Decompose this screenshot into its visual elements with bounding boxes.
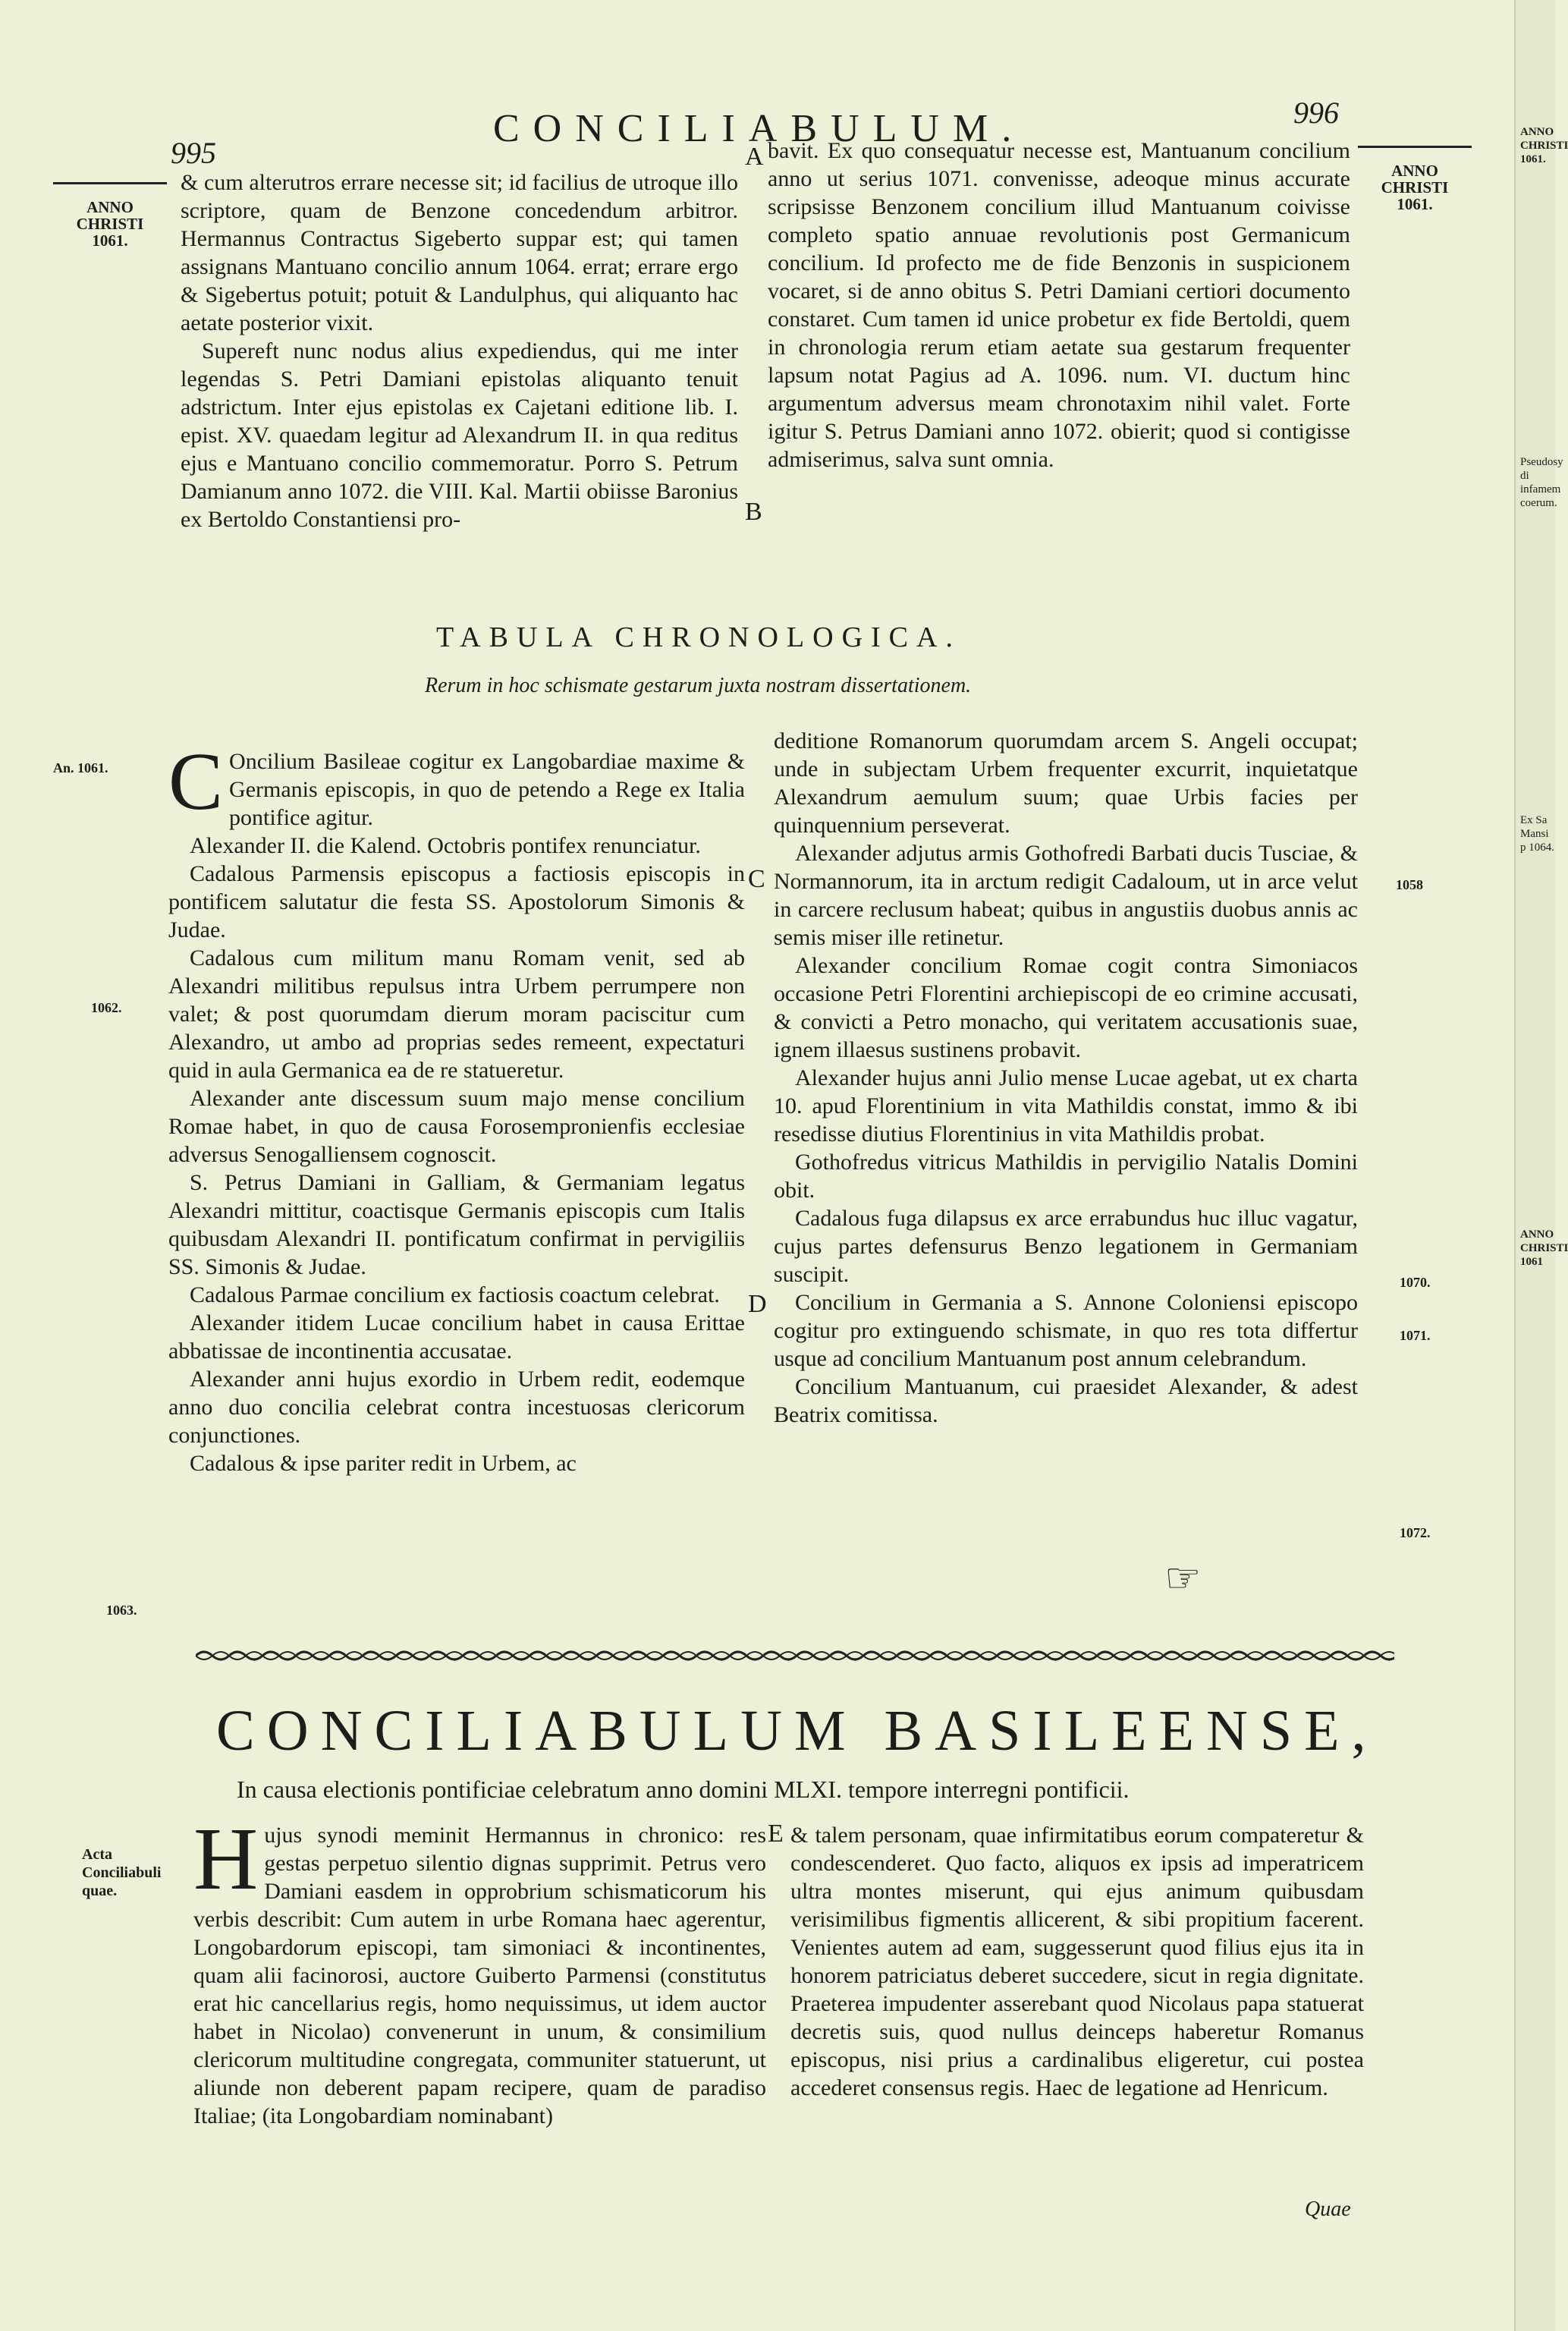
page-number-left: 995 — [171, 136, 216, 170]
tabula-entry: Alexander anni hujus exordio in Urbem redit, eodemque anno duo concilia celebrat contra incestuosas clericorum conjunctiones. — [168, 1367, 745, 1448]
ornamental-band — [196, 1647, 1394, 1663]
margin-letter-e: E — [768, 1820, 784, 1848]
margin-rule-left — [53, 182, 167, 184]
catchword: Quae — [1305, 2197, 1351, 2221]
margin-note-acta: Acta Conciliabuli quae. — [82, 1846, 162, 1899]
margin-letter-c: C — [748, 865, 765, 893]
date-1063: 1063. — [106, 1603, 137, 1618]
tabula-entry: Concilium in Germania a S. Annone Coloniensi episcopo cogitur pro extinguendo schismate, in quo res tota differtur usque ad concilium Mantuanum post annum celebrandum. — [774, 1290, 1358, 1371]
tabula-entry: Alexander adjutus armis Gothofredi Barbati ducis Tusciae, & Normannorum, ita in arctum redigit Cadaloum, ut in arce velut in carcere reclusum habeat; quibus in angustiis duobus annis ac semis miser ille retinetur. — [774, 841, 1358, 950]
section-left-text: ujus synodi meminit Hermannus in chronico: res gestas perpetuo silentio dignas supprimit. Petrus vero Damiani easdem in opprobrium schismaticorum his verbis describit: Cum autem in urbe Romana haec agerentur, Longobardorum episcopi, tam simoniaci & incontinentes, quam alii facinorosi, auctore Guiberto Parmensi (constitutus erat hic cancellarius regis, homo nequissimus, ut idem auctor habet in Nicolao) convenerunt in unum, & consimilium clericorum multitudine congregata, communiter statuerunt, ut aliunde non deberent papam recipere, quam de paradiso Italiae; (ita Longobardiam nominabant) — [193, 1823, 766, 2128]
tabula-entry: Cadalous Parmensis episcopus a factiosis episcopis in pontificem salutatur die festa SS. Apostolorum Simonis & Judae. — [168, 861, 745, 942]
anno-christi-left: ANNO CHRISTI 1061. — [76, 198, 144, 250]
section-right-text: & talem personam, quae infirmitatibus eorum compateretur & condescenderet. Quo facto, aliquos ex ipsis ad imperatricem ultra montes miserunt, qui ejus animum quibusdam verisimilibus figmentis allicerent, & sibi propitium facerent. Venientes autem ad eam, suggesserunt quod filius ejus ita in honorem patriciatus deberet succedere, sicut in regia dignitate. Praeterea impudenter asserebant quod Nicolaus papa statuerat decretis suis, quod nullus deinceps haberetur Romanus episcopus, nisi prius a cardinalibus eligeretur, cui postea accederet consensus regis. Haec de legatione ad Henricum. — [790, 1823, 1364, 2100]
tabula-entry: Cadalous cum militum manu Romam venit, sed ab Alexandri militibus repulsus intra Urbem perrumpere non valet; & post quorumdam dierum moram paciscitur cum Alexandro, ut ambo ad proprias sedes remeent, expectaturi quid in aula Germanica ea de re statueretur. — [168, 945, 745, 1083]
pointing-hand-icon: ☞ — [1164, 1554, 1202, 1602]
tabula-entry: Cadalous Parmae concilium ex factiosis coactum celebrat. — [190, 1282, 720, 1307]
tabula-entry: Alexander hujus anni Julio mense Lucae agebat, ut ex charta 10. apud Florentinium in vita Mathildis constat, immo & ibi resedisse diutius Florentinius in vita Mathildis probat. — [774, 1065, 1358, 1147]
edge-note: Pseudosy di infamem coerum. — [1520, 456, 1563, 509]
tabula-entry: Concilium Mantuanum, cui praesidet Alexander, & adest Beatrix comitissa. — [774, 1374, 1358, 1427]
top-left-paragraph: Supereft nunc nodus alius expediendus, qui me inter legendas S. Petri Damiani epistolas aliquanto tenuit adstrictum. Inter ejus epistolas ex Cajetani editione lib. I. epist. XV. quaedam legitur ad Alexandrum II. in qua reditus ejus e Mantuano concilio commemoratur. Porro S. Petrum Damianum anno 1072. die VIII. Kal. Martii obiisse Baronius ex Bertoldo Constantiensi pro- — [181, 338, 738, 532]
section-left-column — [193, 1809, 766, 2130]
margin-letter-d: D — [748, 1290, 767, 1318]
tabula-title: TABULA CHRONOLOGICA. — [436, 621, 961, 653]
edge-note: ANNO CHRISTI 1061 — [1520, 1228, 1568, 1268]
edge-note: Ex Sa Mansi p 1064. — [1520, 814, 1554, 854]
section-subtitle: In causa electionis pontificiae celebratum anno domini MLXI. tempore interregni pontificii. — [237, 1776, 1130, 1803]
date-1061: An. 1061. — [53, 760, 108, 775]
top-right-paragraph: bavit. Ex quo consequatur necesse est, Mantuanum concilium anno ut serius 1071. convenisse, adeoque minus accurate scripsisse Benzonem concilium illud Mantuanum coivisse completo spatio annuae revolutionis post Germanicum concilium. Id profecto me de fide Benzonis in suspicionem vocaret, si de anno obitus S. Petri Damiani certiori documento constaret. Cum tamen id unice probetur ex fide Bertoldi, quem in chronologia rerum etiam aetate sua gestarum frequenter lapsum notat Pagius ad A. 1096. num. VI. ductum hinc argumentum adversus meam chronotaxim nihil valet. Forte igitur S. Petrus Damiani anno 1072. obierit; quod si contigisse admiserimus, salva sunt omnia. — [768, 138, 1350, 472]
tabula-entry: Alexander concilium Romae cogit contra Simoniacos occasione Petri Florentini archiepiscopi de eo crimine accusati, & convicti a Petro monacho, qui veritatem accusationis suae, ignem illaesus sustinens probavit. — [774, 953, 1358, 1062]
margin-letter-b: B — [745, 498, 762, 526]
tabula-right-column — [774, 727, 1358, 1429]
date-1072: 1072. — [1400, 1525, 1431, 1540]
date-1070: 1070. — [1400, 1275, 1431, 1290]
tabula-entry: deditione Romanorum quorumdam arcem S. Angeli occupat; unde in subjectam Urbem frequenter excurrit, inquietatque Alexandrum aemulum suum; quae Urbis facies per quinquennium perseverat. — [774, 728, 1358, 838]
margin-rule-right — [1358, 146, 1472, 148]
tabula-entry: Cadalous fuga dilapsus ex arce errabundus huc illuc vagatur, cujus partes defensurus Benzo legationem in Germaniam suscipit. — [774, 1206, 1358, 1287]
section-right-column — [790, 1821, 1364, 2102]
page-number-right: 996 — [1293, 96, 1339, 130]
top-left-column — [181, 168, 738, 533]
date-1058: 1058 — [1396, 877, 1423, 892]
tabula-entry: Oncilium Basileae cogitur ex Langobardiae maxime & Germanis episcopis, in quo de petendo a Rege ex Italia pontifice agitur. — [229, 749, 745, 830]
tabula-entry: Cadalous & ipse pariter redit in Urbem, ac — [190, 1451, 577, 1476]
tabula-entry: Gothofredus vitricus Mathildis in pervigilio Natalis Domini obit. — [774, 1150, 1358, 1203]
edge-note: ANNO CHRISTI 1061. — [1520, 126, 1568, 165]
anno-christi-right: ANNO CHRISTI 1061. — [1381, 162, 1449, 213]
tabula-left-column — [168, 737, 745, 1477]
top-right-column — [768, 137, 1350, 473]
drop-cap-c: C — [168, 737, 224, 827]
date-1062: 1062. — [91, 1000, 122, 1015]
tabula-entry: S. Petrus Damiani in Galliam, & Germaniam legatus Alexandri mittitur, coactisque Germanis episcopis cum Italis quibusdam Alexandri II. pontificatum confirmat in pervigiliis SS. Simonis & Judae. — [168, 1170, 745, 1279]
adjacent-page-edge — [1514, 0, 1568, 2331]
margin-letter-a: A — [745, 143, 764, 171]
running-title: CONCILIABULUM. — [493, 107, 1026, 150]
section-title: CONCILIABULUM BASILEENSE, — [216, 1699, 1378, 1763]
tabula-subtitle: Rerum in hoc schismate gestarum juxta nostram dissertationem. — [425, 674, 972, 697]
tabula-entry: Alexander ante discessum suum majo mense concilium Romae habet, in quo de causa Forosempronienfis ecclesiae adversus Senogalliensem cognoscit. — [168, 1086, 745, 1167]
date-1071: 1071. — [1400, 1328, 1431, 1343]
top-left-paragraph: & cum alterutros errare necesse sit; id facilius de utroque illo scriptore, quam de Benzone concedendum arbitror. Hermannus Contractus Sigeberto suppar est; qui tamen assignans Mantuano concilio annum 1064. errat; errare ergo & Sigebertus potuit; potuit & Landulphus, qui aliquanto hac aetate posterior vixit. — [181, 170, 738, 335]
tabula-entry: Alexander itidem Lucae concilium habet in causa Erittae abbatissae de incontinentia accusatae. — [168, 1310, 745, 1364]
drop-cap-h: H — [193, 1809, 259, 1908]
tabula-entry: Alexander II. die Kalend. Octobris pontifex renunciatur. — [190, 833, 701, 858]
